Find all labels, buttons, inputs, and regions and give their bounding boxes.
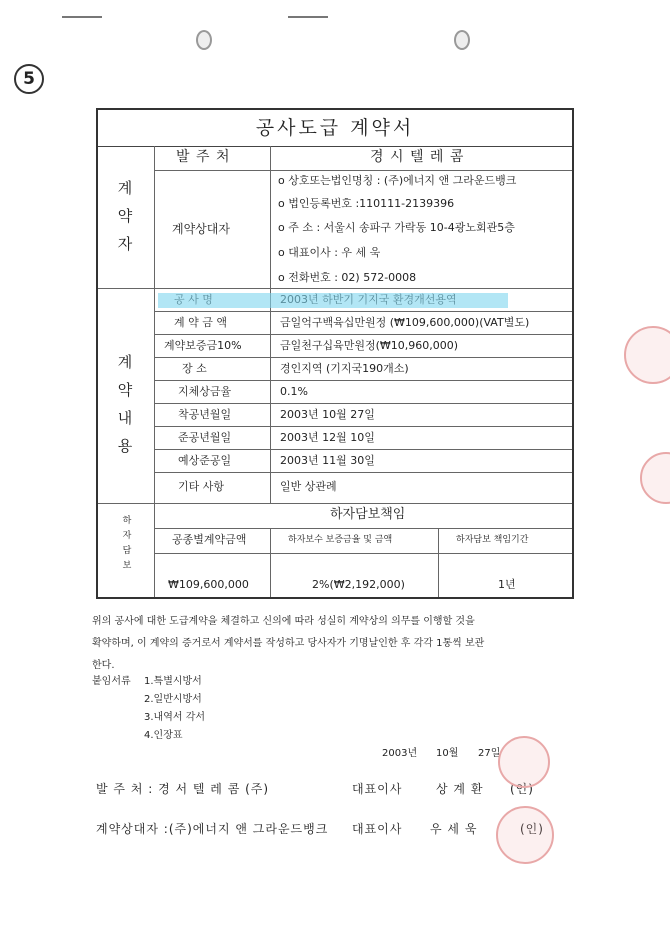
- scan-mark: [288, 16, 328, 18]
- warranty-value: ₩109,600,000: [168, 578, 249, 591]
- body-line: 위의 공사에 대한 도급계약을 체결하고 신의에 따라 성실히 계약상의 의무를 이행할 것을: [92, 616, 475, 627]
- orderer-rep: 대표이사: [352, 782, 403, 796]
- page-number: 5: [14, 64, 44, 94]
- attachment-item: 1.특별시방서: [144, 676, 202, 687]
- contractor-line: o 대표이사 : 우 세 욱: [278, 246, 381, 259]
- contractor-seal: (인): [520, 822, 544, 836]
- row-value: 경인지역 (기지국190개소): [280, 362, 409, 375]
- contract-parties-label: 계 약 자: [117, 179, 133, 253]
- date-month: 10월: [436, 748, 459, 759]
- body-line: 확약하며, 이 계약의 증거로서 계약서를 작성하고 당사자가 기명날인한 후 각각 1통씩 보관: [92, 638, 485, 649]
- contract-table: [96, 108, 574, 599]
- scan-mark: [62, 16, 102, 18]
- orderer-value: 경 시 텔 레 콤: [370, 149, 465, 165]
- orderer-seal: (인): [510, 782, 534, 796]
- document-title: 공사도급 계약서: [98, 110, 572, 147]
- seal-stamp: [624, 326, 670, 384]
- warranty-title: 하자담보책임: [330, 507, 406, 522]
- contractor-line: o 전화번호 : 02) 572-0008: [278, 271, 417, 284]
- warranty-header: 공종별계약금액: [172, 533, 247, 546]
- warranty-header: 하자담보 책임기간: [456, 535, 529, 545]
- row-value: 0.1%: [280, 385, 308, 398]
- row-label: 지체상금율: [178, 385, 232, 398]
- attachment-item: 2.일반시방서: [144, 694, 202, 705]
- row-value: 일반 상관례: [280, 480, 337, 493]
- row-label: 착공년월일: [178, 408, 232, 421]
- contractor-signature: 계약상대자 :(주)에너지 앤 그라운드뱅크: [96, 822, 329, 836]
- seal-stamp: [496, 806, 554, 864]
- contractor-rep-name: 우 세 욱: [430, 822, 478, 836]
- seal-stamp: [640, 452, 670, 504]
- row-label: 기타 사항: [178, 480, 225, 493]
- attachments-label: 붙임서류: [92, 676, 131, 687]
- row-label: 장 소: [182, 362, 207, 375]
- highlighter-mark: [158, 293, 508, 308]
- row-label: 예상준공일: [178, 454, 232, 467]
- date-day: 27일: [478, 748, 501, 759]
- contractor-line: o 주 소 : 서울시 송파구 가락동 10-4광노회관5층: [278, 221, 515, 234]
- row-value: 2003년 12월 10일: [280, 431, 375, 444]
- row-value: 금일억구백육십만원정 (₩109,600,000)(VAT별도): [280, 316, 530, 329]
- seal-stamp: [498, 736, 550, 788]
- attachment-item: 4.인장표: [144, 730, 183, 741]
- orderer-label: 발 주 처: [176, 149, 231, 165]
- row-value: 금일천구십육만원정(₩10,960,000): [280, 339, 459, 352]
- warranty-value: 1년: [498, 578, 516, 591]
- contractor-line: o 법인등록번호 :110111-2139396: [278, 197, 455, 210]
- row-label: 계약보증금10%: [164, 339, 242, 352]
- warranty-label: 하 자 담 보: [122, 516, 132, 571]
- warranty-value: 2%(₩2,192,000): [312, 578, 405, 591]
- contractor-label: 계약상대자: [172, 222, 230, 236]
- row-value: 2003년 11월 30일: [280, 454, 375, 467]
- row-label: 준공년월일: [178, 431, 232, 444]
- warranty-header: 하자보수 보증금율 및 금액: [288, 535, 393, 545]
- contractor-line: o 상호또는법인명칭 : (주)에너지 앤 그라운드뱅크: [278, 174, 517, 187]
- row-label: 계 약 금 액: [174, 316, 227, 329]
- attachment-item: 3.내역서 각서: [144, 712, 206, 723]
- contract-contents-label: 계 약 내 용: [117, 353, 133, 455]
- punch-hole: [454, 30, 470, 50]
- body-line: 한다.: [92, 660, 115, 671]
- punch-hole: [196, 30, 212, 50]
- row-value: 2003년 10월 27일: [280, 408, 375, 421]
- orderer-signature: 발 주 처 : 경 서 텔 레 콤 (주): [96, 782, 270, 796]
- contractor-rep: 대표이사: [352, 822, 403, 836]
- orderer-rep-name: 상 계 환: [436, 782, 484, 796]
- date-year: 2003년: [382, 748, 418, 759]
